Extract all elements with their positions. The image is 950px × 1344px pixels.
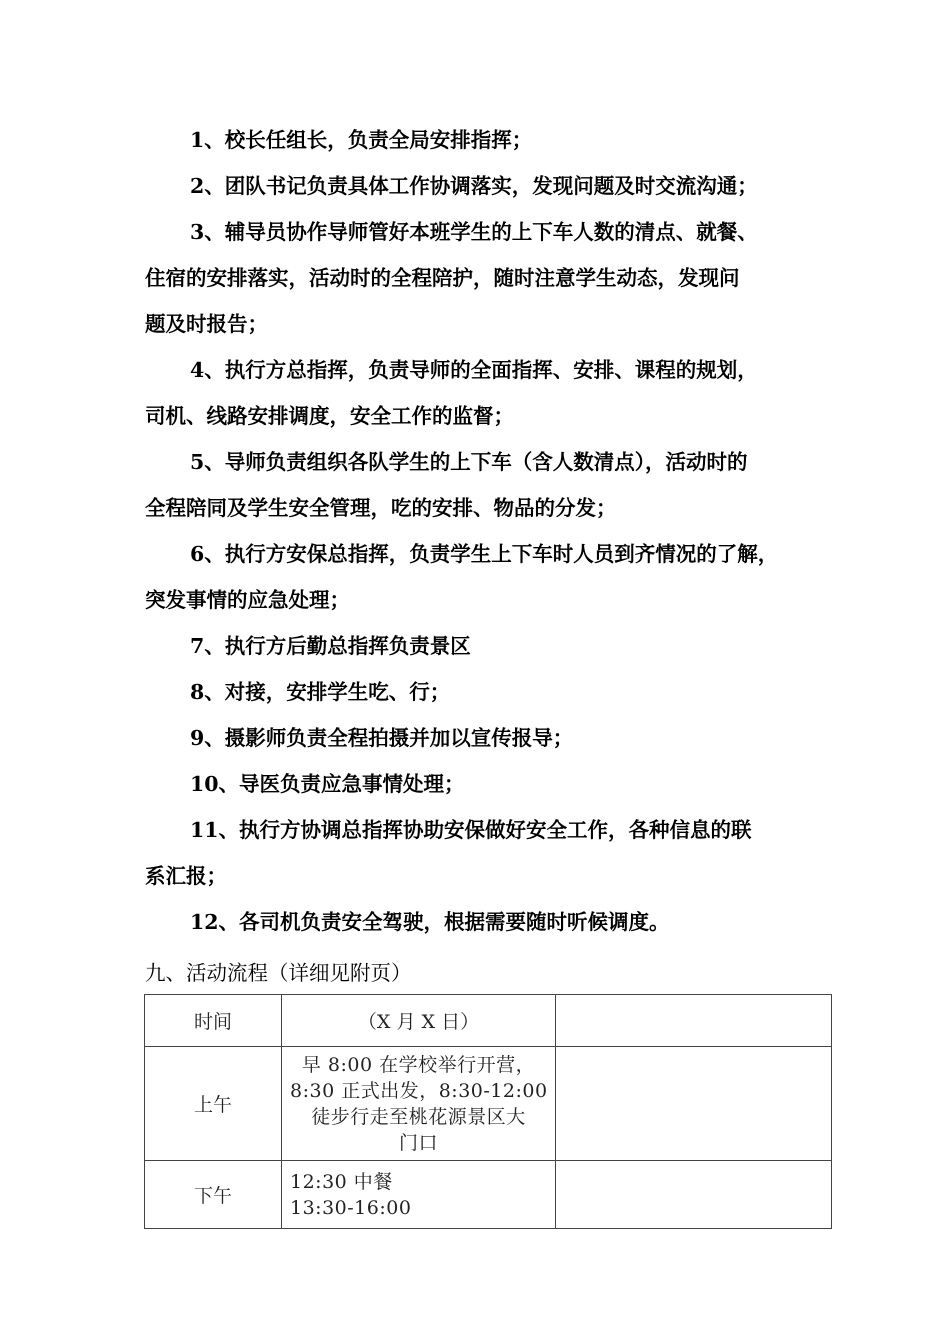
activity-line: 门口 — [398, 1131, 438, 1154]
duty-line: 2、团队书记负责具体工作协调落实，发现问题及时交流沟通； — [190, 174, 758, 198]
table-header-row — [145, 995, 832, 1047]
duty-line: 4、执行方总指挥，负责导师的全面指挥、安排、课程的规划， — [190, 358, 758, 382]
header-date: （X 月 X 日） — [282, 995, 556, 1047]
duty-line: 11、执行方协调总指挥协助安保做好安全工作，各种信息的联 — [190, 818, 752, 842]
duty-line: 10、导医负责应急事情处理； — [190, 772, 465, 796]
duty-line: 12、各司机负责安全驾驶，根据需要随时听候调度。 — [190, 910, 670, 934]
duty-line: 突发事情的应急处理； — [145, 588, 350, 612]
schedule-table — [144, 994, 832, 1229]
duty-line: 8、对接，安排学生吃、行； — [190, 680, 451, 704]
section-heading: 九、活动流程（详细见附页） — [145, 961, 412, 985]
table-row — [145, 1161, 832, 1229]
activity-line: 12:30 中餐 — [290, 1170, 393, 1193]
time-cell-morning: 上午 — [145, 1047, 282, 1161]
time-cell-afternoon: 下午 — [145, 1161, 282, 1229]
extra-cell-morning — [556, 1047, 832, 1161]
duty-line: 3、辅导员协作导师管好本班学生的上下车人数的清点、就餐、 — [190, 220, 758, 244]
activity-line: 早 8:00 在学校举行开营， — [301, 1053, 536, 1076]
duty-line: 5、导师负责组织各队学生的上下车（含人数清点），活动时的 — [190, 450, 748, 474]
header-extra — [556, 995, 832, 1047]
header-time: 时间 — [145, 995, 282, 1047]
duty-line: 7、执行方后勤总指挥负责景区 — [190, 634, 471, 658]
duty-line: 6、执行方安保总指挥，负责学生上下车时人员到齐情况的了解， — [190, 542, 779, 566]
extra-cell-afternoon — [556, 1161, 832, 1229]
duty-line: 全程陪同及学生安全管理，吃的安排、物品的分发； — [145, 496, 617, 520]
activity-line: 徒步行走至桃花源景区大 — [311, 1105, 526, 1128]
activity-cell-morning — [282, 1047, 556, 1161]
duty-line: 1、校长任组长，负责全局安排指挥； — [190, 128, 533, 152]
table-row — [145, 1047, 832, 1161]
duty-line: 司机、线路安排调度，安全工作的监督； — [145, 404, 514, 428]
duty-line: 住宿的安排落实，活动时的全程陪护，随时注意学生动态，发现问 — [145, 266, 740, 290]
activity-line: 8:30 正式出发，8:30-12:00 — [290, 1079, 548, 1102]
duty-line: 题及时报告； — [145, 312, 268, 336]
activity-cell-afternoon — [282, 1161, 556, 1229]
activity-line: 13:30-16:00 — [290, 1196, 412, 1219]
duty-line: 9、摄影师负责全程拍摄并加以宣传报导； — [190, 726, 574, 750]
duty-line: 系汇报； — [145, 864, 227, 888]
